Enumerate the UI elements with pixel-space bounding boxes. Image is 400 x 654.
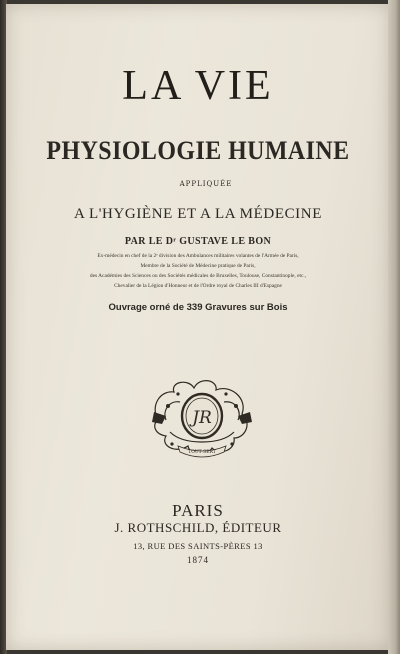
credential-line: des Académies des Sciences ou des Sociétés médicales de Bruxelles, Toulouse, Constantinople, etc., — [89, 273, 307, 279]
engravings-note: Ouvrage orné de 339 Gravures sur Bois — [108, 302, 288, 313]
imprint-city: PARIS — [172, 501, 224, 520]
page-edge — [388, 0, 400, 654]
emblem-motto: TOUT SERT — [188, 450, 216, 455]
author-credentials — [6, 251, 390, 291]
credential-line: Ex-médecin en chef de la 2ᵉ division des Ambulances militaires volantes de l'Armée de Paris, — [97, 253, 299, 259]
title-page — [6, 4, 390, 650]
emblem-initials: JR — [192, 408, 212, 428]
imprint-address: 13, RUE DES SAINTS-PÈRES 13 — [133, 541, 263, 551]
applied-to-line: A L'HYGIÈNE ET A LA MÉDECINE — [74, 206, 322, 222]
applied-label: APPLIQUÉE — [179, 180, 233, 188]
book-subtitle: PHYSIOLOGIE HUMAINE — [46, 136, 350, 165]
publisher-emblem-icon — [148, 376, 256, 464]
imprint-year: 1874 — [187, 555, 209, 565]
credential-line: Membre de la Société de Médecine pratique de Paris, — [140, 263, 256, 269]
credential-line: Chevalier de la Légion d'Honneur et de l'Ordre royal de Charles III d'Espagne — [114, 283, 282, 289]
imprint-publisher: J. ROTHSCHILD, ÉDITEUR — [114, 520, 282, 535]
author-line: PAR LE Dʳ GUSTAVE LE BON — [124, 236, 272, 247]
book-title: LA VIE — [122, 63, 274, 109]
